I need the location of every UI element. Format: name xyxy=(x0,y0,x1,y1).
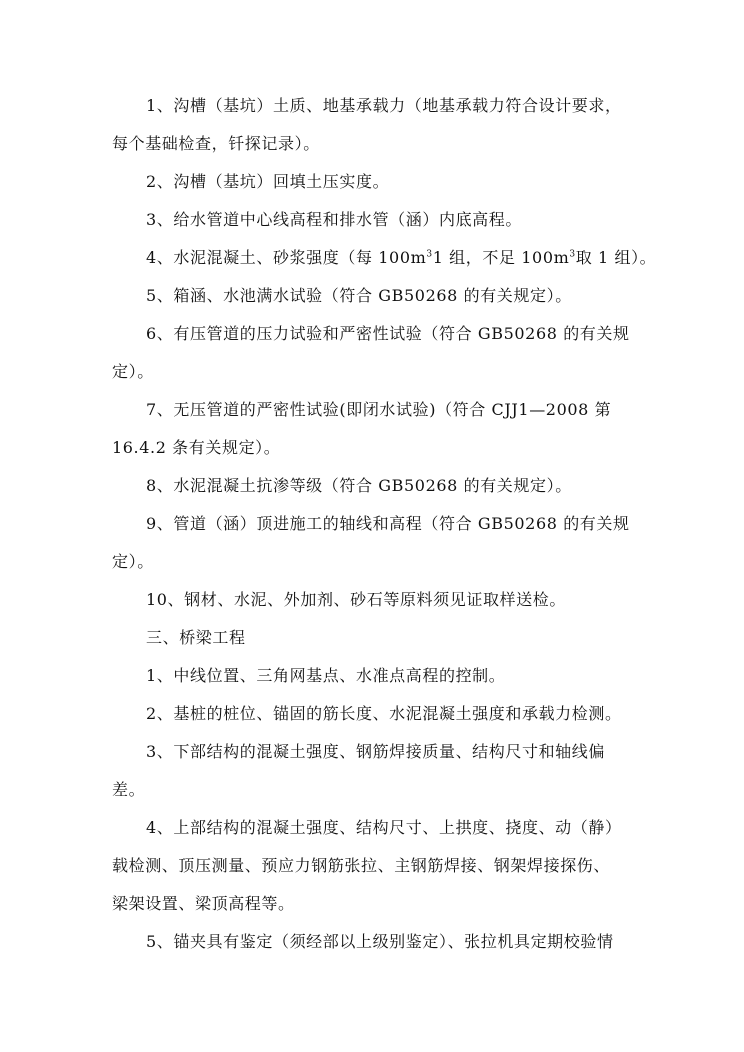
item-10: 10、钢材、水泥、外加剂、砂石等原料须见证取样送检。 xyxy=(146,590,566,609)
item-9-line-2: 定）。 xyxy=(112,552,154,571)
item-2: 2、沟槽（基坑）回填土压实度。 xyxy=(146,172,390,191)
item-4-part-c: 取 1 组）。 xyxy=(575,248,657,267)
item-1-line-1: 1、沟槽（基坑）土质、地基承载力（地基承载力符合设计要求， xyxy=(146,96,622,115)
item-8: 8、水泥混凝土抗渗等级（符合 GB50268 的有关规定）。 xyxy=(146,476,572,495)
item-4-superscript-1: 3 xyxy=(426,249,433,260)
bridge-item-2: 2、基桩的桩位、锚固的筋长度、水泥混凝土强度和承载力检测。 xyxy=(146,704,622,723)
item-1-line-2: 每个基础检查，钎探记录）。 xyxy=(112,134,320,153)
item-6-line-1: 6、有压管道的压力试验和严密性试验（符合 GB50268 的有关规 xyxy=(146,324,630,343)
item-6-line-2: 定）。 xyxy=(112,362,154,381)
item-4 xyxy=(146,248,657,268)
item-7-line-1: 7、无压管道的严密性试验(即闭水试验)（符合 CJJ1—2008 第 xyxy=(146,400,612,419)
bridge-item-5-line-1: 5、锚夹具有鉴定（须经部以上级别鉴定）、张拉机具定期校验情 xyxy=(146,932,614,951)
item-9-line-1: 9、管道（涵）顶进施工的轴线和高程（符合 GB50268 的有关规 xyxy=(146,514,630,533)
bridge-item-1: 1、中线位置、三角网基点、水准点高程的控制。 xyxy=(146,666,506,685)
item-3: 3、给水管道中心线高程和排水管（涵）内底高程。 xyxy=(146,210,522,229)
item-5: 5、箱涵、水池满水试验（符合 GB50268 的有关规定）。 xyxy=(146,286,572,305)
bridge-item-3-line-1: 3、下部结构的混凝土强度、钢筋焊接质量、结构尺寸和轴线偏 xyxy=(146,742,605,761)
bridge-item-4-line-3: 梁架设置、梁顶高程等。 xyxy=(112,894,295,913)
item-7-line-2: 16.4.2 条有关规定）。 xyxy=(112,438,281,457)
bridge-item-3-line-2: 差。 xyxy=(112,780,146,799)
bridge-item-4-line-1: 4、上部结构的混凝土强度、结构尺寸、上拱度、挠度、动（静） xyxy=(146,818,622,837)
section-heading: 三、桥梁工程 xyxy=(146,628,246,647)
item-4-part-b: 1 组，不足 100m xyxy=(432,248,570,267)
item-4-part-a: 4、水泥混凝土、砂浆强度（每 100m xyxy=(146,248,427,267)
item-4-superscript-2: 3 xyxy=(569,249,576,260)
bridge-item-4-line-2: 载检测、顶压测量、预应力钢筋张拉、主钢筋焊接、钢架焊接探伤、 xyxy=(112,856,611,875)
